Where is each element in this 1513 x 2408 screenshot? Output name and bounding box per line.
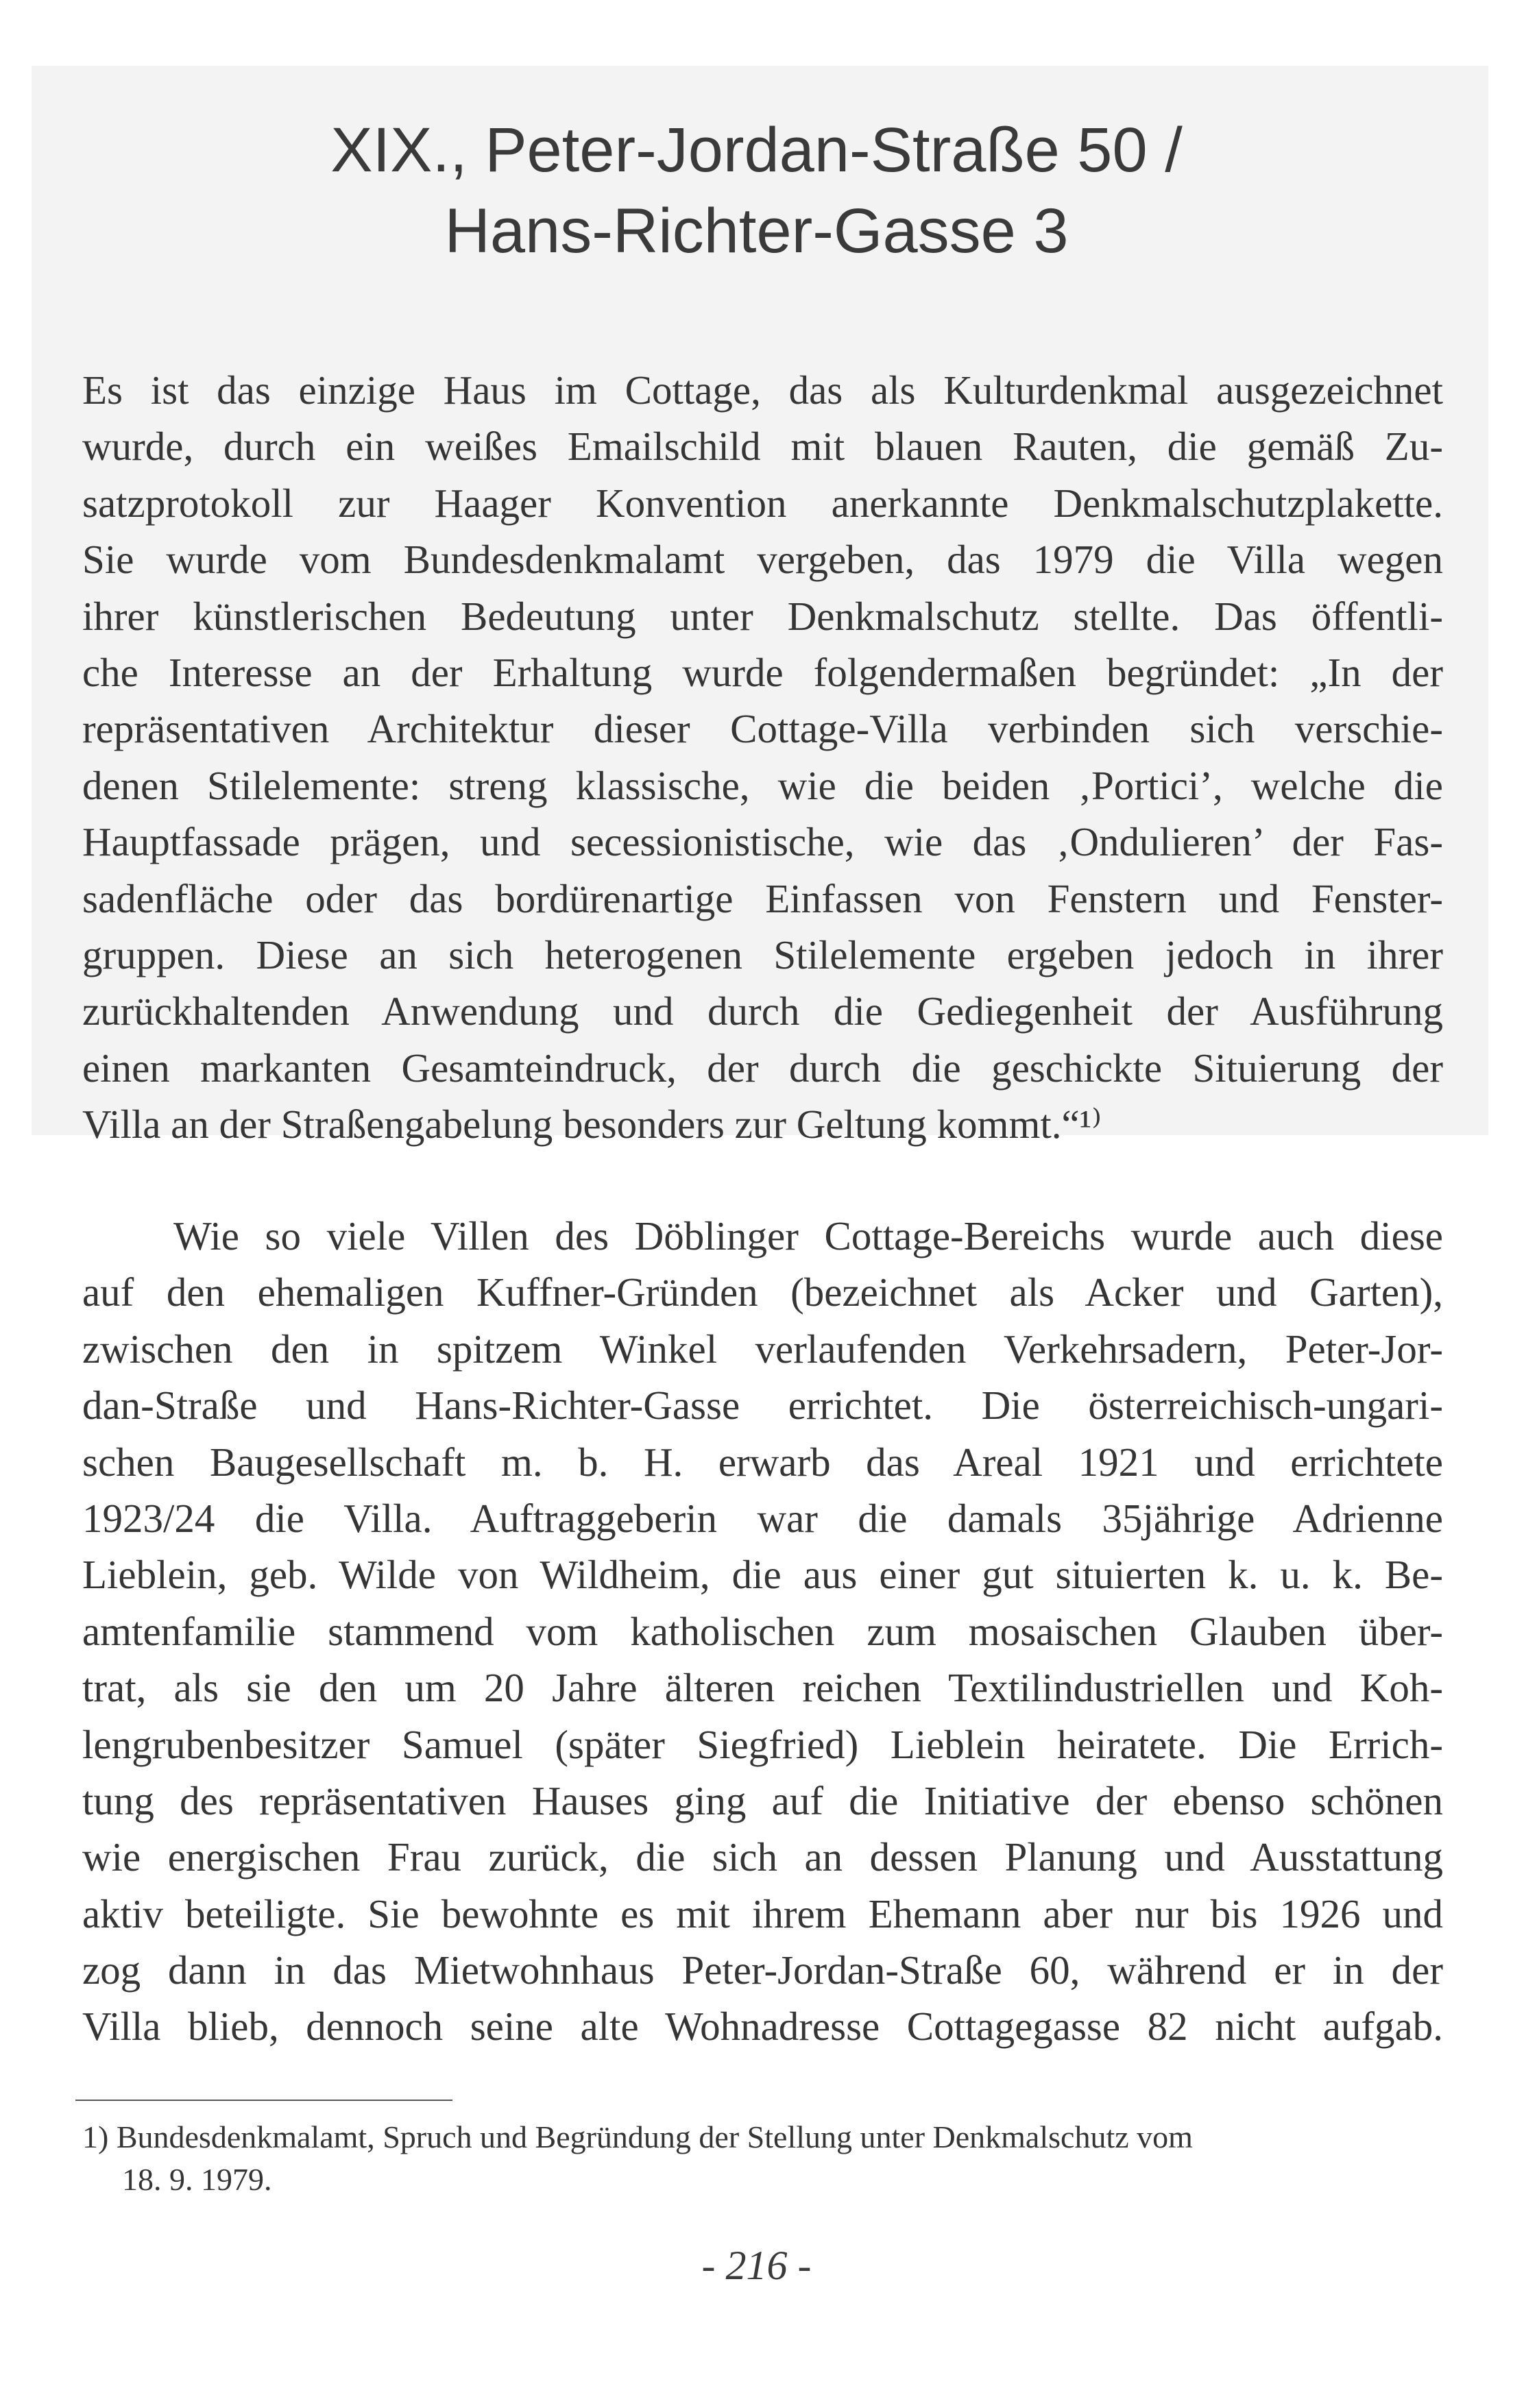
text-line: Wie so viele Villen des Döblinger Cottage-Bereichs wurde auch diese xyxy=(173,1213,1443,1258)
page-number: - 216 - xyxy=(701,2243,812,2288)
text-line: satzprotokoll zur Haager Konvention anerkannte Denkmalschutzplakette. xyxy=(82,480,1443,526)
text-line: wurde, durch ein weißes Emailschild mit blauen Rauten, die gemäß Zu- xyxy=(82,424,1443,470)
text-line: amtenfamilie stammend vom katholischen zum mosaischen Glauben über- xyxy=(82,1608,1443,1654)
text-line: zurückhaltenden Anwendung und durch die Gediegenheit der Ausführung xyxy=(82,988,1443,1034)
text-line: Villa blieb, dennoch seine alte Wohnadresse Cottagegasse 82 nicht aufgab. xyxy=(82,2004,1443,2050)
text-line: ihrer künstlerischen Bedeutung unter Denkmalschutz stellte. Das öffentli- xyxy=(82,593,1443,639)
text-line: Villa an der Straßengabelung besonders zur Geltung kommt.“¹⁾ xyxy=(82,1102,1102,1147)
text-line: repräsentativen Architektur dieser Cottage-Villa verbinden sich verschie- xyxy=(82,706,1443,752)
paragraph-1 xyxy=(82,362,1443,1152)
page-title xyxy=(0,110,1513,271)
text-line: auf den ehemaligen Kuffner-Gründen (bezeichnet als Acker und Garten), xyxy=(82,1269,1443,1315)
text-line: dan-Straße und Hans-Richter-Gasse errichtet. Die österreichisch-ungari- xyxy=(82,1383,1443,1428)
title-line-1: XIX., Peter-Jordan-Straße 50 / xyxy=(330,115,1183,185)
text-line: Sie wurde vom Bundesdenkmalamt vergeben, das 1979 die Villa wegen xyxy=(82,537,1443,583)
footnote-line: 1) Bundesdenkmalamt, Spruch und Begründung der Stellung unter Denkmalschutz vom xyxy=(82,2119,1193,2154)
text-line: denen Stilelemente: streng klassische, wie die beiden ‚Portici’, welche die xyxy=(82,762,1443,808)
paragraph-2 xyxy=(82,1208,1443,2055)
footnote-divider xyxy=(75,2100,452,2101)
text-line: einen markanten Gesamteindruck, der durch die geschickte Situierung der xyxy=(82,1045,1443,1091)
text-line: tung des repräsentativen Hauses ging auf die Initiative der ebenso schönen xyxy=(82,1777,1443,1823)
footnote-line: 18. 9. 1979. xyxy=(122,2162,272,2197)
text-line: Hauptfassade prägen, und secessionistische, wie das ‚Ondulieren’ der Fas- xyxy=(82,819,1443,865)
text-line: zwischen den in spitzem Winkel verlaufenden Verkehrsadern, Peter-Jor- xyxy=(82,1326,1443,1372)
title-line-2: Hans-Richter-Gasse 3 xyxy=(444,196,1069,266)
text-line: Lieblein, geb. Wilde von Wildheim, die aus einer gut situierten k. u. k. Be- xyxy=(82,1552,1443,1598)
text-line: che Interesse an der Erhaltung wurde folgendermaßen begründet: „In der xyxy=(82,649,1443,695)
text-line: gruppen. Diese an sich heterogenen Stilelemente ergeben jedoch in ihrer xyxy=(82,932,1443,977)
text-line: 1923/24 die Villa. Auftraggeberin war die damals 35jährige Adrienne xyxy=(82,1495,1443,1541)
text-line: wie energischen Frau zurück, die sich an dessen Planung und Ausstattung xyxy=(82,1834,1443,1880)
text-line: aktiv beteiligte. Sie bewohnte es mit ihrem Ehemann aber nur bis 1926 und xyxy=(82,1890,1443,1936)
text-line: trat, als sie den um 20 Jahre älteren reichen Textilindustriellen und Koh- xyxy=(82,1665,1443,1711)
text-line: lengrubenbesitzer Samuel (später Siegfried) Lieblein heiratete. Die Errich- xyxy=(82,1721,1443,1767)
text-line: schen Baugesellschaft m. b. H. erwarb das Areal 1921 und errichtete xyxy=(82,1439,1443,1485)
footnote xyxy=(82,2116,1440,2201)
text-line: zog dann in das Mietwohnhaus Peter-Jordan-Straße 60, während er in der xyxy=(82,1947,1443,1993)
text-line: Es ist das einzige Haus im Cottage, das als Kulturdenkmal ausgezeichnet xyxy=(82,367,1443,413)
text-line: sadenfläche oder das bordürenartige Einfassen von Fenstern und Fenster- xyxy=(82,875,1443,921)
